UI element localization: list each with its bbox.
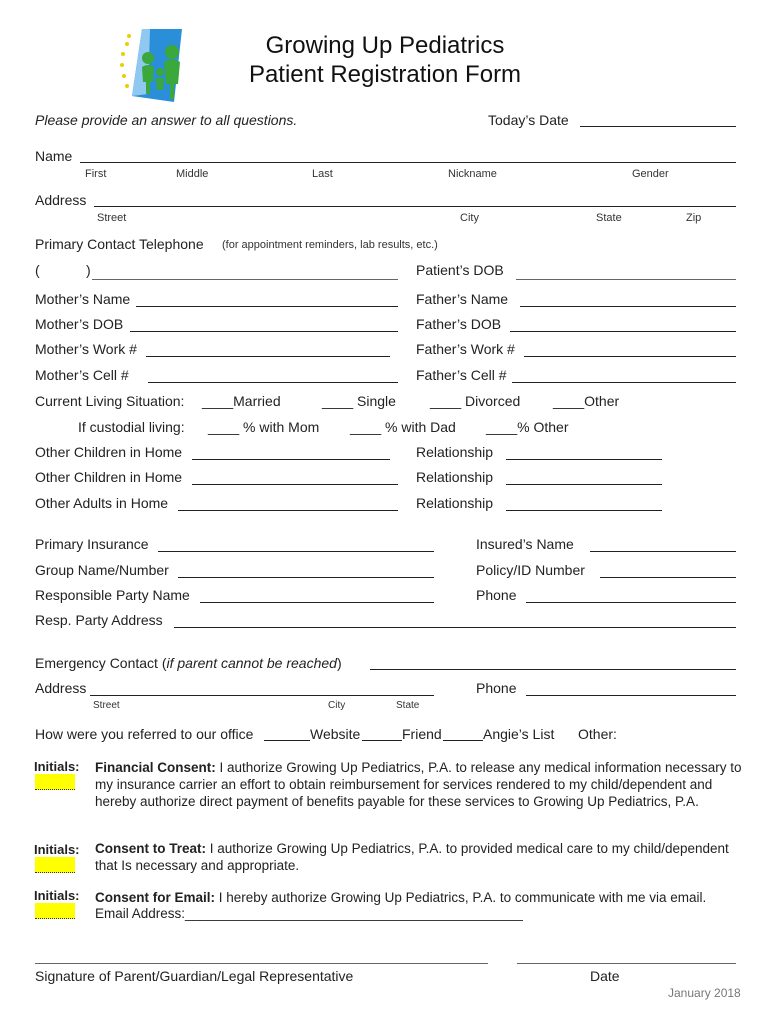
patient-dob-field[interactable] <box>516 279 736 280</box>
emergency-address-label: Address <box>35 680 87 696</box>
mother-cell-field[interactable] <box>148 382 398 383</box>
email-consent-text <box>95 889 743 906</box>
initials-email-field[interactable] <box>35 903 75 919</box>
emergency-label-start: Emergency Contact ( <box>35 655 167 671</box>
name-sub-nickname: Nickname <box>448 168 497 180</box>
responsible-phone-field[interactable] <box>526 602 736 603</box>
mother-cell-label: Mother’s Cell # <box>35 367 129 383</box>
emergency-label-end: ) <box>336 655 342 671</box>
date-label: Date <box>590 968 620 984</box>
primary-phone-field[interactable] <box>92 279 398 280</box>
primary-phone-note: (for appointment reminders, lab results, etc.) <box>222 239 438 251</box>
insured-name-field[interactable] <box>590 551 736 552</box>
mother-name-label: Mother’s Name <box>35 291 131 307</box>
address-sub-zip: Zip <box>686 212 702 224</box>
referral-friend-blank[interactable] <box>362 740 402 741</box>
father-work-field[interactable] <box>524 356 736 357</box>
financial-consent-text <box>95 759 743 810</box>
father-cell-label: Father’s Cell # <box>416 367 507 383</box>
signature-label: Signature of Parent/Guardian/Legal Representative <box>35 968 354 984</box>
treat-consent-body: I authorize Growing Up Pediatrics, P.A. to provided medical care to my child/dependent that Is necessary and appropriate. <box>95 841 729 873</box>
address-sub-street: Street <box>97 212 127 224</box>
father-name-field[interactable] <box>520 306 736 307</box>
living-married-option[interactable]: ____Married <box>202 393 281 409</box>
living-other-option[interactable]: ____Other <box>553 393 620 409</box>
form-title-line2: Patient Registration Form <box>248 61 522 88</box>
form-title-line1: Growing Up Pediatrics <box>265 32 505 59</box>
address-label: Address <box>35 192 87 208</box>
form-version: January 2018 <box>668 986 741 1000</box>
address-sub-state: State <box>596 212 622 224</box>
referral-friend-option[interactable]: Friend <box>402 726 442 742</box>
relationship-field-3[interactable] <box>506 510 662 511</box>
mother-work-field[interactable] <box>146 356 390 357</box>
referral-website-blank[interactable] <box>264 740 310 741</box>
treat-consent-text <box>95 840 743 874</box>
date-field[interactable] <box>517 963 736 964</box>
emergency-address-field[interactable] <box>90 695 434 696</box>
name-sub-first: First <box>85 168 107 180</box>
initials-financial-field[interactable] <box>35 774 75 790</box>
initials-label-treat: Initials: <box>34 842 80 857</box>
referral-other-label: Other: <box>578 726 617 742</box>
todays-date-field[interactable] <box>580 126 736 127</box>
custodial-dad-field[interactable]: ____ % with Dad <box>350 419 456 435</box>
emergency-label-italic: if parent cannot be reached <box>166 655 337 671</box>
other-adults-field[interactable] <box>178 510 398 511</box>
father-work-label: Father’s Work # <box>416 341 515 357</box>
referral-angie-blank[interactable] <box>443 740 483 741</box>
group-number-label: Group Name/Number <box>35 562 169 578</box>
father-name-label: Father’s Name <box>416 291 509 307</box>
resp-party-address-label: Resp. Party Address <box>35 612 163 628</box>
name-sub-middle: Middle <box>176 168 209 180</box>
primary-insurance-field[interactable] <box>158 551 434 552</box>
relationship-label-2: Relationship <box>416 469 494 485</box>
treat-consent-title: Consent to Treat: <box>95 841 207 856</box>
father-dob-label: Father’s DOB <box>416 316 502 332</box>
responsible-phone-label: Phone <box>476 587 517 603</box>
name-sub-gender: Gender <box>632 168 669 180</box>
relationship-field-1[interactable] <box>506 459 662 460</box>
area-code-close: ) <box>86 262 91 278</box>
emergency-contact-label <box>35 655 342 671</box>
living-single-option[interactable]: ____ Single <box>322 393 396 409</box>
financial-consent-body: I authorize Growing Up Pediatrics, P.A. to release any medical information necessary to my insurance carrier an effort to obtain reimbursement for services rendered to my child/dependent and hereby authorize direct payment of benefits payable for these services to Growing Up Pediatrics, P.A. <box>95 760 742 809</box>
living-divorced-option[interactable]: ____ Divorced <box>430 393 521 409</box>
relationship-field-2[interactable] <box>506 484 662 485</box>
emergency-phone-field[interactable] <box>526 695 736 696</box>
other-adults-label: Other Adults in Home <box>35 495 169 511</box>
mother-work-label: Mother’s Work # <box>35 341 137 357</box>
emergency-phone-label: Phone <box>476 680 517 696</box>
referral-website-option[interactable]: Website <box>310 726 361 742</box>
initials-label-financial: Initials: <box>34 759 80 774</box>
mother-name-field[interactable] <box>136 306 398 307</box>
policy-id-label: Policy/ID Number <box>476 562 585 578</box>
signature-field[interactable] <box>35 963 488 964</box>
initials-treat-field[interactable] <box>35 857 75 873</box>
custodial-other-field[interactable]: ____% Other <box>486 419 569 435</box>
initials-label-email: Initials: <box>34 888 80 903</box>
emergency-sub-street: Street <box>93 700 120 711</box>
group-number-field[interactable] <box>178 577 434 578</box>
insured-name-label: Insured’s Name <box>476 536 574 552</box>
area-code-open: ( <box>35 262 40 278</box>
resp-party-address-field[interactable] <box>174 627 736 628</box>
primary-phone-label: Primary Contact Telephone <box>35 236 204 252</box>
relationship-label-1: Relationship <box>416 444 494 460</box>
email-consent-title: Consent for Email: <box>95 890 216 905</box>
custodial-mom-field[interactable]: ____ % with Mom <box>208 419 320 435</box>
policy-id-field[interactable] <box>600 577 736 578</box>
responsible-party-label: Responsible Party Name <box>35 587 190 603</box>
practice-logo <box>112 24 192 104</box>
father-cell-field[interactable] <box>512 382 736 383</box>
primary-insurance-label: Primary Insurance <box>35 536 149 552</box>
address-field[interactable] <box>94 206 736 207</box>
living-situation-label: Current Living Situation: <box>35 393 185 409</box>
other-children-field-1[interactable] <box>192 459 390 460</box>
financial-consent-title: Financial Consent: <box>95 760 216 775</box>
patient-dob-label: Patient’s DOB <box>416 262 504 278</box>
mother-dob-field[interactable] <box>130 331 398 332</box>
other-children-field-2[interactable] <box>192 484 398 485</box>
mother-dob-label: Mother’s DOB <box>35 316 124 332</box>
emergency-sub-state: State <box>396 700 420 711</box>
address-sub-city: City <box>460 212 479 224</box>
custodial-label: If custodial living: <box>78 419 185 435</box>
referral-angie-option[interactable]: Angie’s List <box>483 726 555 742</box>
father-dob-field[interactable] <box>510 331 736 332</box>
email-consent-body: I hereby authorize Growing Up Pediatrics, P.A. to communicate with me via email. <box>215 890 707 905</box>
name-sub-last: Last <box>312 168 333 180</box>
emergency-contact-field[interactable] <box>370 669 736 670</box>
emergency-sub-city: City <box>328 700 346 711</box>
referral-label: How were you referred to our office <box>35 726 254 742</box>
name-field[interactable] <box>80 162 736 163</box>
instructions: Please provide an answer to all questions. <box>35 112 298 128</box>
todays-date-label: Today’s Date <box>488 112 569 128</box>
responsible-party-field[interactable] <box>200 602 434 603</box>
other-children-label-1: Other Children in Home <box>35 444 183 460</box>
relationship-label-3: Relationship <box>416 495 494 511</box>
name-label: Name <box>35 148 73 164</box>
other-children-label-2: Other Children in Home <box>35 469 183 485</box>
email-address-field[interactable]: Email Address:_____________________________________________ <box>95 906 523 921</box>
